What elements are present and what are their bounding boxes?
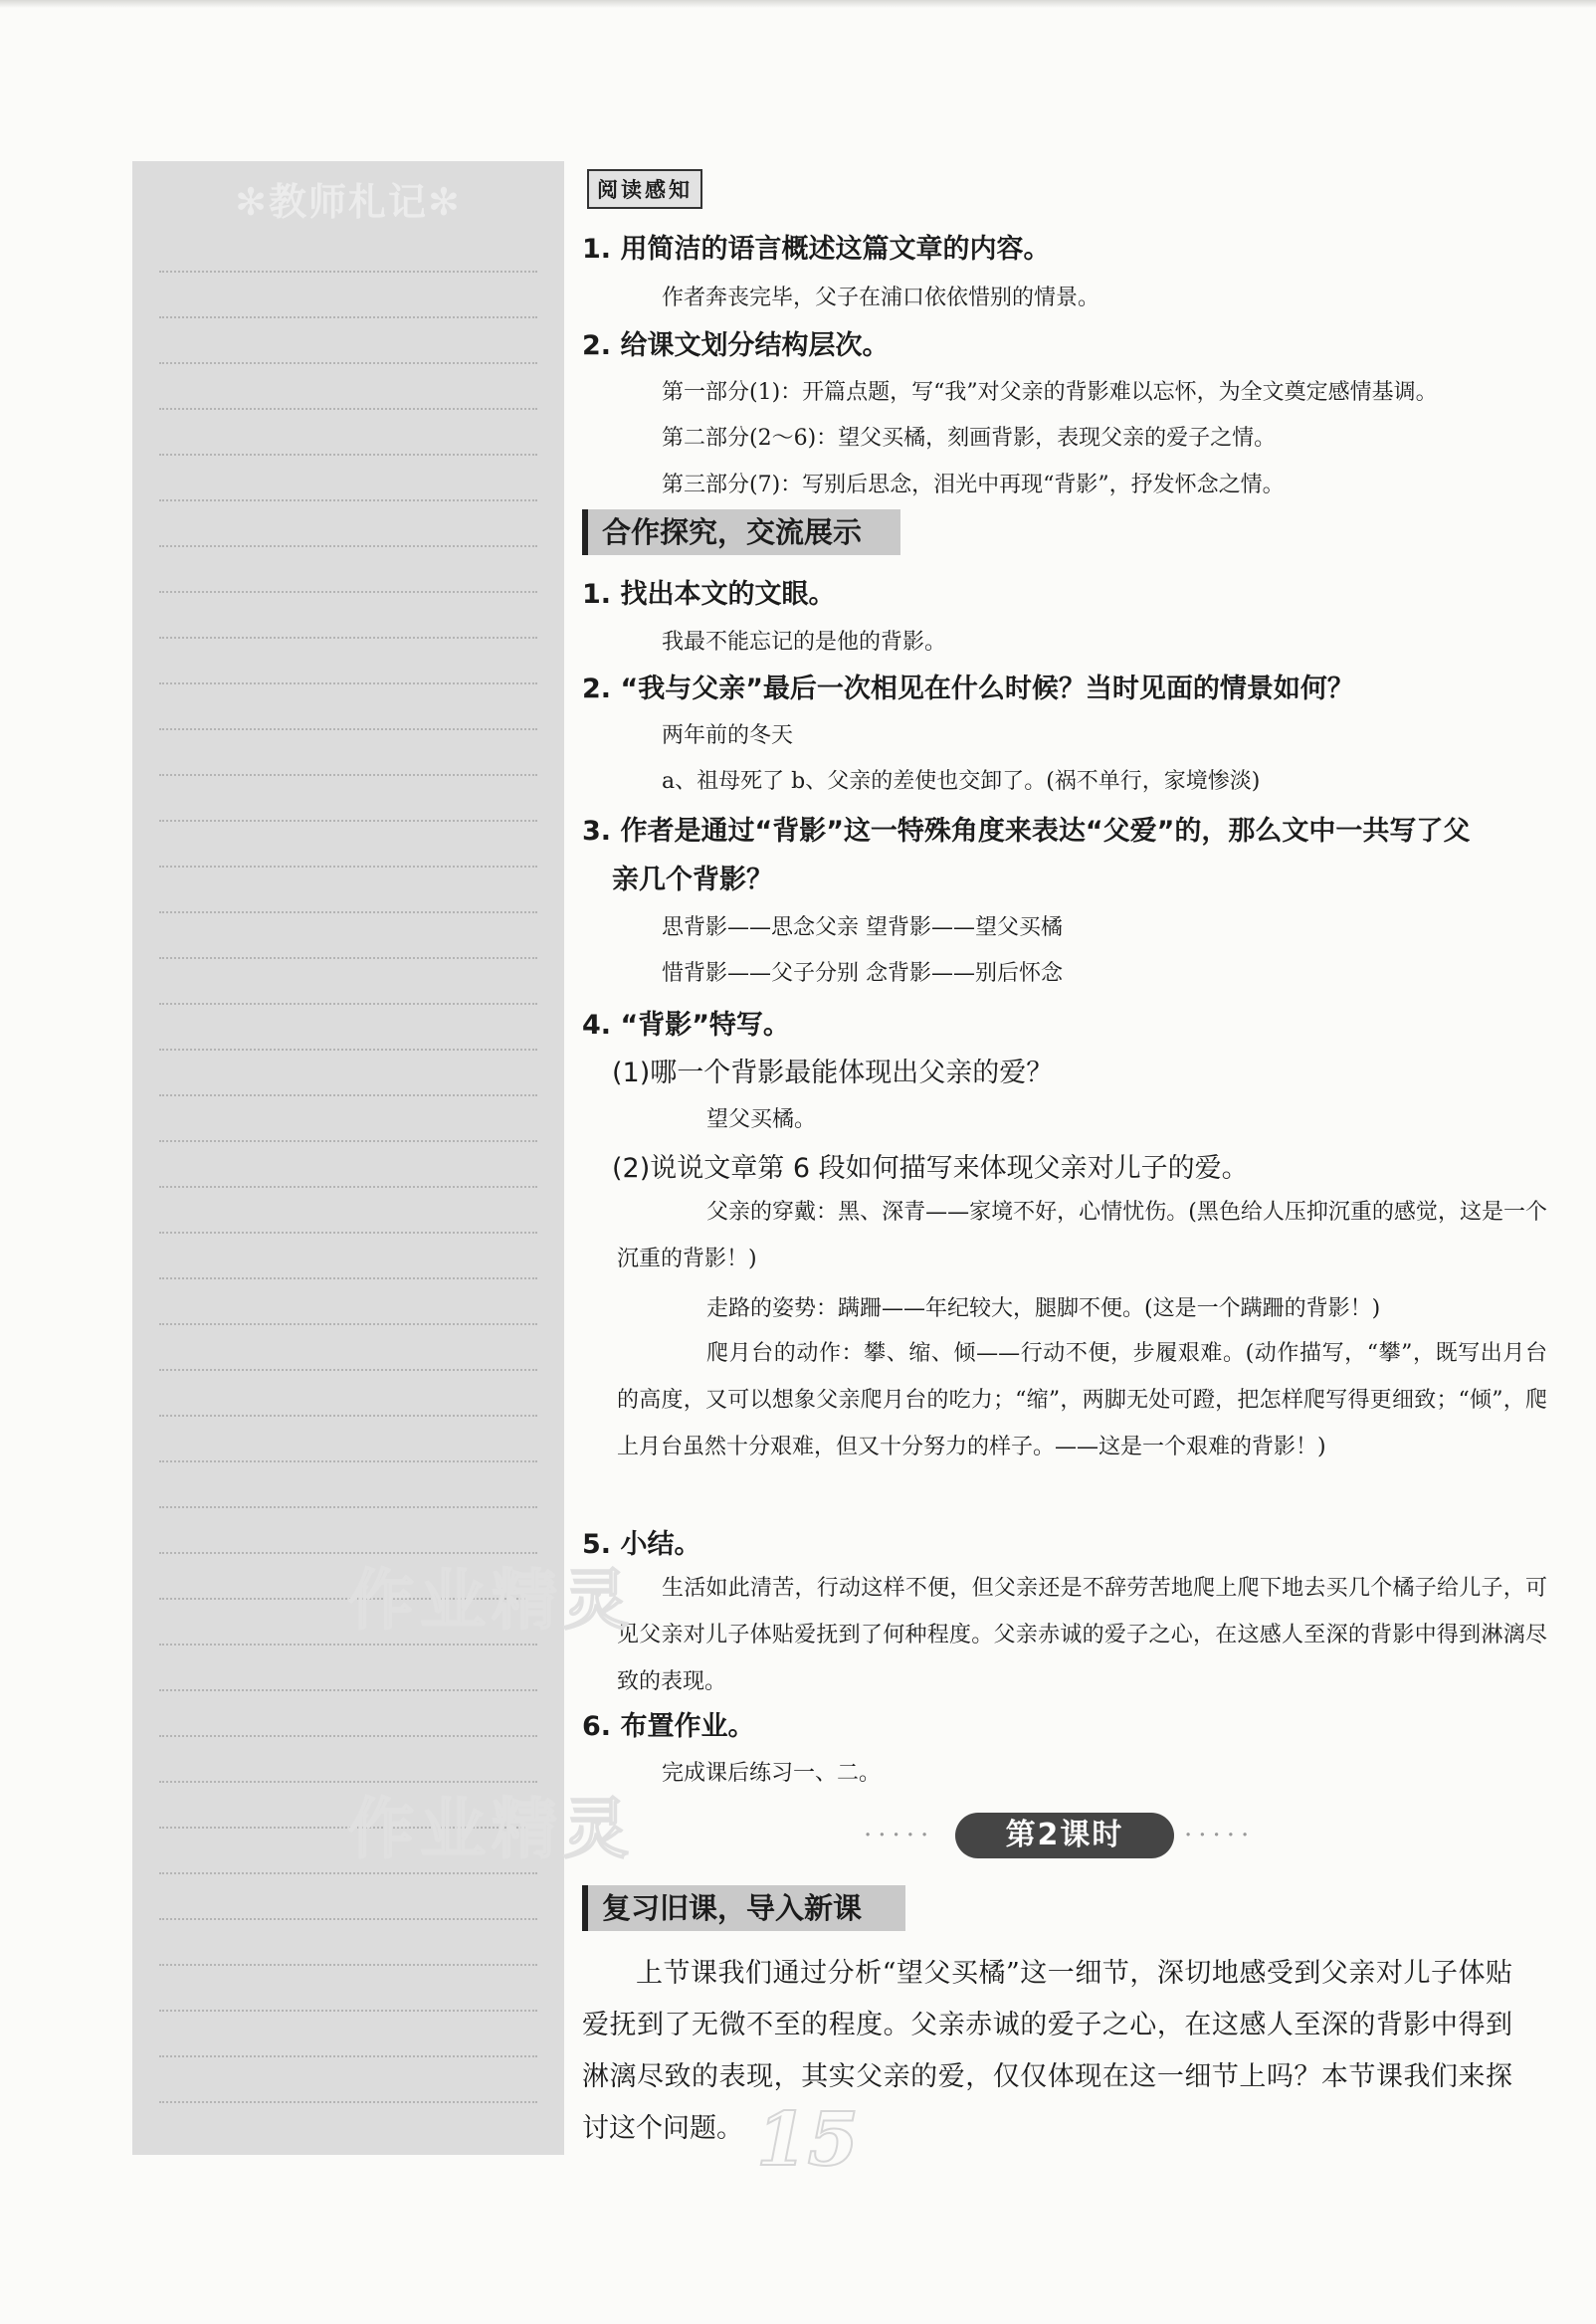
coop-question-6: 6. 布置作业。 [582,1711,755,1742]
note-line [159,591,537,593]
note-line [159,1918,537,1920]
question-2: 2. 给课文划分结构层次。 [582,330,890,361]
note-line [159,408,537,410]
note-line [159,2010,537,2012]
note-line [159,271,537,273]
note-line [159,1872,537,1874]
note-line [159,362,537,364]
note-line [159,774,537,776]
structure-part-3: 第三部分(7)：写别后思念，泪光中再现“背影”，抒发怀念之情。 [662,473,1285,497]
question-1: 1. 用简洁的语言概述这篇文章的内容。 [582,234,1051,265]
coop-question-2: 2. “我与父亲”最后一次相见在什么时候？当时见面的情景如何？ [582,674,1354,704]
note-line [159,1964,537,1966]
note-line [159,866,537,868]
note-line [159,1049,537,1051]
coop-answer-3a: 思背影——思念父亲 望背影——望父买橘 [662,915,1063,940]
note-line [159,1415,537,1417]
note-line [159,2055,537,2057]
note-line [159,911,537,913]
note-line [159,545,537,547]
note-line [159,2101,537,2103]
watermark-1: 作业精灵 [348,1562,635,1639]
review-intro-text: 上节课我们通过分析“望父买橘”这一细节，深切地感受到父亲对儿子体贴爱抚到了无微不至的程度。父亲赤诚的爱子之心，在这感人至深的背影中得到淋漓尽致的表现，其实父亲的爱，仅仅体现在这一细节上吗？本节课我们来探讨这个问题。 [582,1958,1512,2144]
note-line [159,1186,537,1188]
lesson-label: 第2课时 [955,1813,1174,1858]
teacher-notes-title: ✻教师札记✻ [235,180,462,224]
page-number: 15 [756,2097,859,2183]
answer-1: 作者奔丧完毕，父子在浦口依依惜别的情景。 [662,286,1100,310]
section-heading-review: 复习旧课，导入新课 [582,1885,905,1931]
note-line [159,1369,537,1371]
note-line [159,728,537,730]
note-line [159,1323,537,1325]
note-line [159,1277,537,1279]
note-line [159,1506,537,1508]
structure-part-2: 第二部分(2～6)：望父买橘，刻画背影，表现父亲的爱子之情。 [662,426,1277,451]
note-line [159,316,537,318]
note-line [159,1735,537,1737]
coop-answer-4-2-attire: 父亲的穿戴：黑、深青——家境不好，心情忧伤。(黑色给人压抑沉重的感觉，这是一个沉重的背影！) [617,1200,1547,1271]
watermark-2: 作业精灵 [348,1791,635,1867]
note-line [159,1140,537,1142]
coop-question-4-1: (1)哪一个背影最能体现出父亲的爱？ [612,1058,1054,1088]
reading-badge: 阅读感知 [587,169,702,209]
coop-answer-2a: 两年前的冬天 [662,723,794,748]
lesson-dots-right: ····· [1184,1821,1256,1850]
note-line [159,637,537,639]
note-line [159,1460,537,1462]
note-line [159,820,537,822]
coop-answer-4-2-climb: 爬月台的动作：攀、缩、倾——行动不便，步履艰难。(动作描写，“攀”，既写出月台的高度，又可以想象父亲爬月台的吃力；“缩”，两脚无处可蹬，把怎样爬写得更细致；“倾”，爬上月台虽然十分艰难，但又十分努力的样子。——这是一个艰难的背影！) [617,1341,1547,1459]
note-line [159,1094,537,1096]
coop-question-3-line-2: 亲几个背影？ [612,865,773,895]
coop-question-5: 5. 小结。 [582,1529,701,1560]
note-line [159,682,537,684]
coop-question-1: 1. 找出本文的文眼。 [582,579,836,610]
note-line [159,1232,537,1234]
coop-answer-6: 完成课后练习一、二。 [662,1761,882,1786]
coop-answer-5: 生活如此清苦，行动这样不便，但父亲还是不辞劳苦地爬上爬下地去买几个橘子给儿子，可见父亲对儿子体贴爱抚到了何种程度。父亲赤诚的爱子之心，在这感人至深的背影中得到淋漓尽致的表现。 [617,1576,1547,1694]
coop-question-4: 4. “背影”特写。 [582,1010,790,1041]
page-top-edge [0,0,1596,8]
section-heading-cooperate: 合作探究，交流展示 [582,509,900,555]
coop-answer-4-2-walk: 走路的姿势：蹒跚——年纪较大，腿脚不便。(这是一个蹒跚的背影！) [706,1296,1381,1321]
coop-question-3-line-1: 3. 作者是通过“背影”这一特殊角度来表达“父爱”的，那么文中一共写了父 [582,816,1471,847]
note-line [159,957,537,959]
note-line [159,1644,537,1646]
note-line [159,454,537,456]
structure-part-1: 第一部分(1)：开篇点题，写“我”对父亲的背影难以忘怀，为全文奠定感情基调。 [662,380,1438,405]
coop-answer-3b: 惜背影——父子分别 念背影——别后怀念 [662,961,1063,986]
coop-answer-4-1: 望父买橘。 [706,1107,817,1132]
lesson-dots-left: ····· [864,1821,935,1850]
lesson-banner [864,1813,1256,1862]
note-line [159,1689,537,1691]
coop-answer-2b: a、祖母死了 b、父亲的差使也交卸了。(祸不单行，家境惨淡) [662,769,1261,794]
note-line [159,499,537,501]
coop-answer-1: 我最不能忘记的是他的背影。 [662,630,947,655]
coop-question-4-2: (2)说说文章第 6 段如何描写来体现父亲对儿子的爱。 [612,1153,1249,1184]
note-line [159,1003,537,1005]
